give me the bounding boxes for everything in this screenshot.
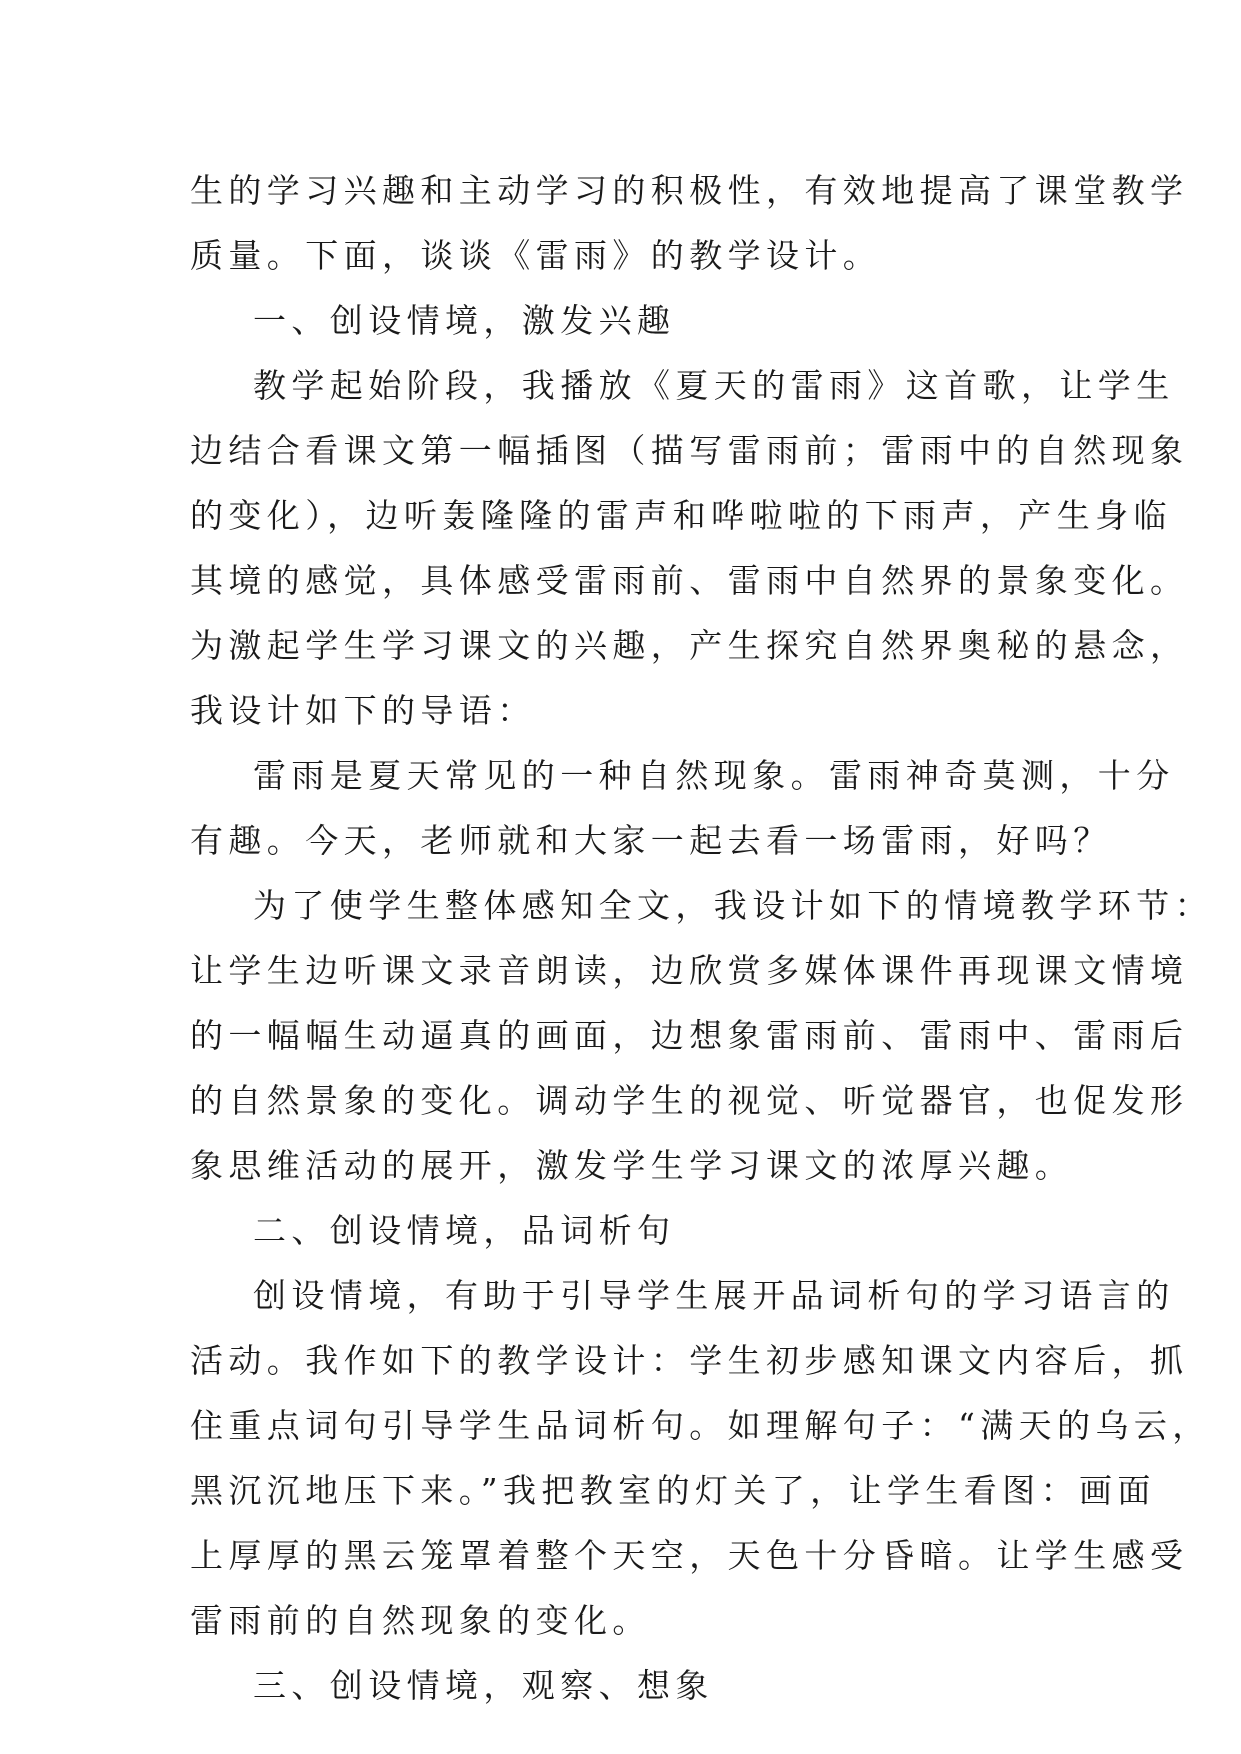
paragraph-line: 住重点词句引导学生品词析句。如理解句子：“满天的乌云，: [190, 1406, 1211, 1445]
section-heading: 二、创设情境，品词析句: [253, 1211, 676, 1250]
section-heading: 一、创设情境，激发兴趣: [253, 301, 676, 340]
paragraph-line: 边结合看课文第一幅插图（描写雷雨前；雷雨中的自然现象: [190, 431, 1189, 470]
paragraph-line: 创设情境，有助于引导学生展开品词析句的学习语言的: [253, 1276, 1175, 1315]
paragraph-line: 活动。我作如下的教学设计：学生初步感知课文内容后，抓: [190, 1341, 1189, 1380]
paragraph-line: 的变化），边听轰隆隆的雷声和哗啦啦的下雨声，产生身临: [190, 496, 1172, 535]
paragraph-line: 雷雨是夏天常见的一种自然现象。雷雨神奇莫测，十分: [253, 756, 1175, 795]
paragraph-line: 的一幅幅生动逼真的画面，边想象雷雨前、雷雨中、雷雨后: [190, 1016, 1189, 1055]
paragraph-line: 其境的感觉，具体感受雷雨前、雷雨中自然界的景象变化。: [190, 561, 1189, 600]
paragraph-line: 质量。下面，谈谈《雷雨》的教学设计。: [190, 236, 882, 275]
section-heading: 三、创设情境，观察、想象: [253, 1666, 714, 1705]
paragraph-line: 让学生边听课文录音朗读，边欣赏多媒体课件再现课文情境: [190, 951, 1189, 990]
paragraph-line: 的自然景象的变化。调动学生的视觉、听觉器官，也促发形: [190, 1081, 1189, 1120]
paragraph-line: 我设计如下的导语：: [190, 691, 536, 730]
paragraph-line: 黑沉沉地压下来。”我把教室的灯关了，让学生看图：画面: [190, 1471, 1156, 1510]
paragraph-line: 象思维活动的展开，激发学生学习课文的浓厚兴趣。: [190, 1146, 1074, 1185]
paragraph-line: 为了使学生整体感知全文，我设计如下的情境教学环节：: [253, 886, 1213, 925]
paragraph-line: 生的学习兴趣和主动学习的积极性，有效地提高了课堂教学: [190, 171, 1189, 210]
paragraph-line: 有趣。今天，老师就和大家一起去看一场雷雨，好吗？: [190, 821, 1112, 860]
paragraph-line: 为激起学生学习课文的兴趣，产生探究自然界奥秘的悬念，: [190, 626, 1189, 665]
paragraph-line: 雷雨前的自然现象的变化。: [190, 1601, 651, 1640]
paragraph-line: 教学起始阶段，我播放《夏天的雷雨》这首歌，让学生: [253, 366, 1175, 405]
paragraph-line: 上厚厚的黑云笼罩着整个天空，天色十分昏暗。让学生感受: [190, 1536, 1189, 1575]
document-page: [190, 158, 1213, 1718]
